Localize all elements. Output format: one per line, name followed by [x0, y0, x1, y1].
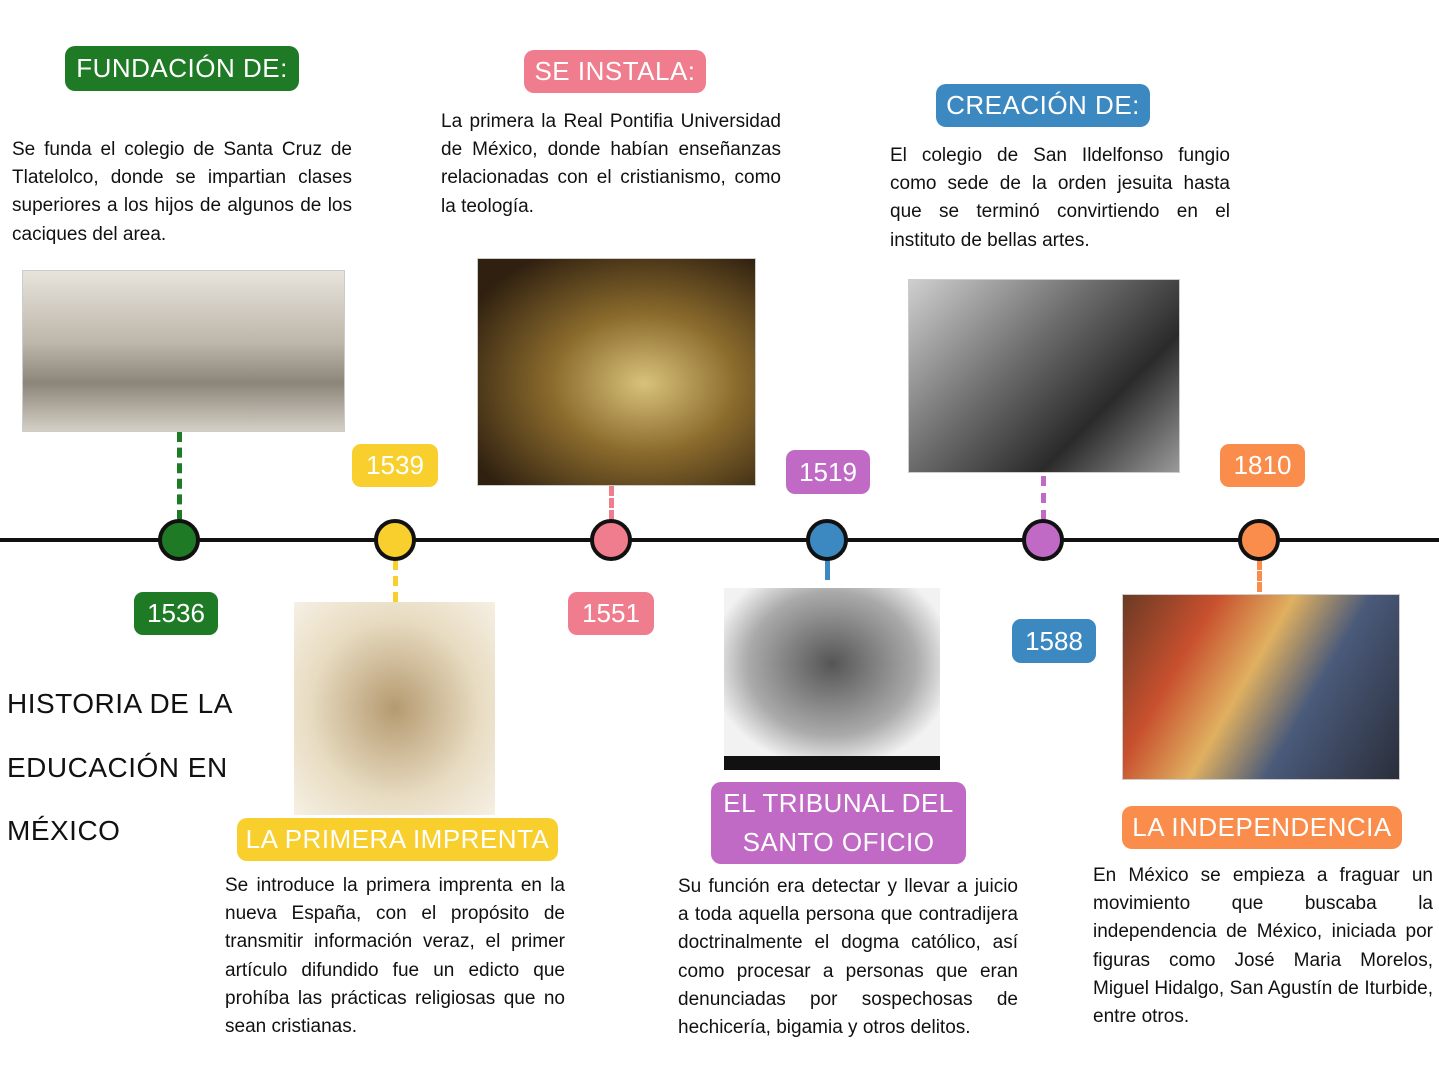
- description-1536: Se funda el colegio de Santa Cruz de Tlatelolco, donde se impartian clases superiores a los hijos de algunos de los caciques del area.: [12, 139, 352, 245]
- timeline-dot-1810: [1238, 519, 1280, 561]
- heading-se-instala: SE INSTALA:: [524, 50, 706, 93]
- san-ildefonso-photo-image: [908, 279, 1180, 473]
- timeline-axis: [0, 538, 1439, 542]
- real-universidad-courtyard-image: [477, 258, 756, 486]
- connector-1551: [609, 486, 614, 520]
- tribunal-engraving-image: [724, 588, 940, 770]
- timeline-dot-1536: [158, 519, 200, 561]
- page-title: [7, 672, 233, 863]
- heading-tribunal-santo-oficio: [711, 782, 966, 864]
- year-badge-1539: 1539: [352, 444, 438, 487]
- title-line: HISTORIA DE LA: [7, 688, 233, 719]
- printing-press-illustration-image: [294, 602, 495, 815]
- connector-1519: [825, 560, 830, 580]
- connector-1539: [393, 560, 398, 602]
- timeline-dot-1519: [806, 519, 848, 561]
- heading-fundacion: FUNDACIÓN DE:: [65, 46, 299, 91]
- description-1551: La primera la Real Pontifia Universidad de México, donde habían enseñanzas relacionadas con el cristianismo, como la teología.: [441, 111, 781, 217]
- title-line: MÉXICO: [7, 815, 121, 846]
- timeline-dot-1551: [590, 519, 632, 561]
- timeline-dot-1539: [374, 519, 416, 561]
- timeline-dot-1588: [1022, 519, 1064, 561]
- year-badge-1519: 1519: [786, 450, 870, 494]
- heading-creacion: CREACIÓN DE:: [936, 84, 1150, 127]
- heading-primera-imprenta: LA PRIMERA IMPRENTA: [237, 818, 558, 861]
- year-badge-1810: 1810: [1220, 444, 1305, 487]
- connector-1588: [1041, 476, 1046, 520]
- description-1519: Su función era detectar y llevar a juicio a toda aquella persona que contradijera doctrinalmente el dogma católico, así como procesar a personas que eran denunciadas por sospechosas de hechicería, bigamia y otros delitos.: [678, 876, 1018, 1039]
- heading-independencia: LA INDEPENDENCIA: [1122, 806, 1402, 849]
- heading-line: EL TRIBUNAL DEL: [723, 788, 954, 818]
- independencia-mural-image: [1122, 594, 1400, 780]
- heading-line: SANTO OFICIO: [742, 827, 935, 857]
- year-badge-1588: 1588: [1012, 619, 1096, 663]
- description-1588: El colegio de San Ildelfonso fungio como sede de la orden jesuita hasta que se terminó convirtiendo en el instituto de bellas artes.: [890, 145, 1230, 251]
- colegio-tlatelolco-engraving-image: [22, 270, 345, 432]
- year-badge-1536: 1536: [134, 592, 218, 635]
- connector-1536: [177, 432, 182, 520]
- title-line: EDUCACIÓN EN: [7, 751, 228, 783]
- description-1539: Se introduce la primera imprenta en la nueva España, con el propósito de transmitir información veraz, el primer artículo difundido fue un edicto que prohíba las prácticas religiosas que no sean cristianas.: [225, 875, 565, 1038]
- year-badge-1551: 1551: [568, 592, 654, 635]
- connector-1810: [1257, 560, 1262, 592]
- description-1810: En México se empieza a fraguar un movimiento que buscaba la independencia de México, iniciada por figuras como José Maria Morelos, Miguel Hidalgo, San Agustín de Iturbide, entre otros.: [1093, 865, 1433, 1028]
